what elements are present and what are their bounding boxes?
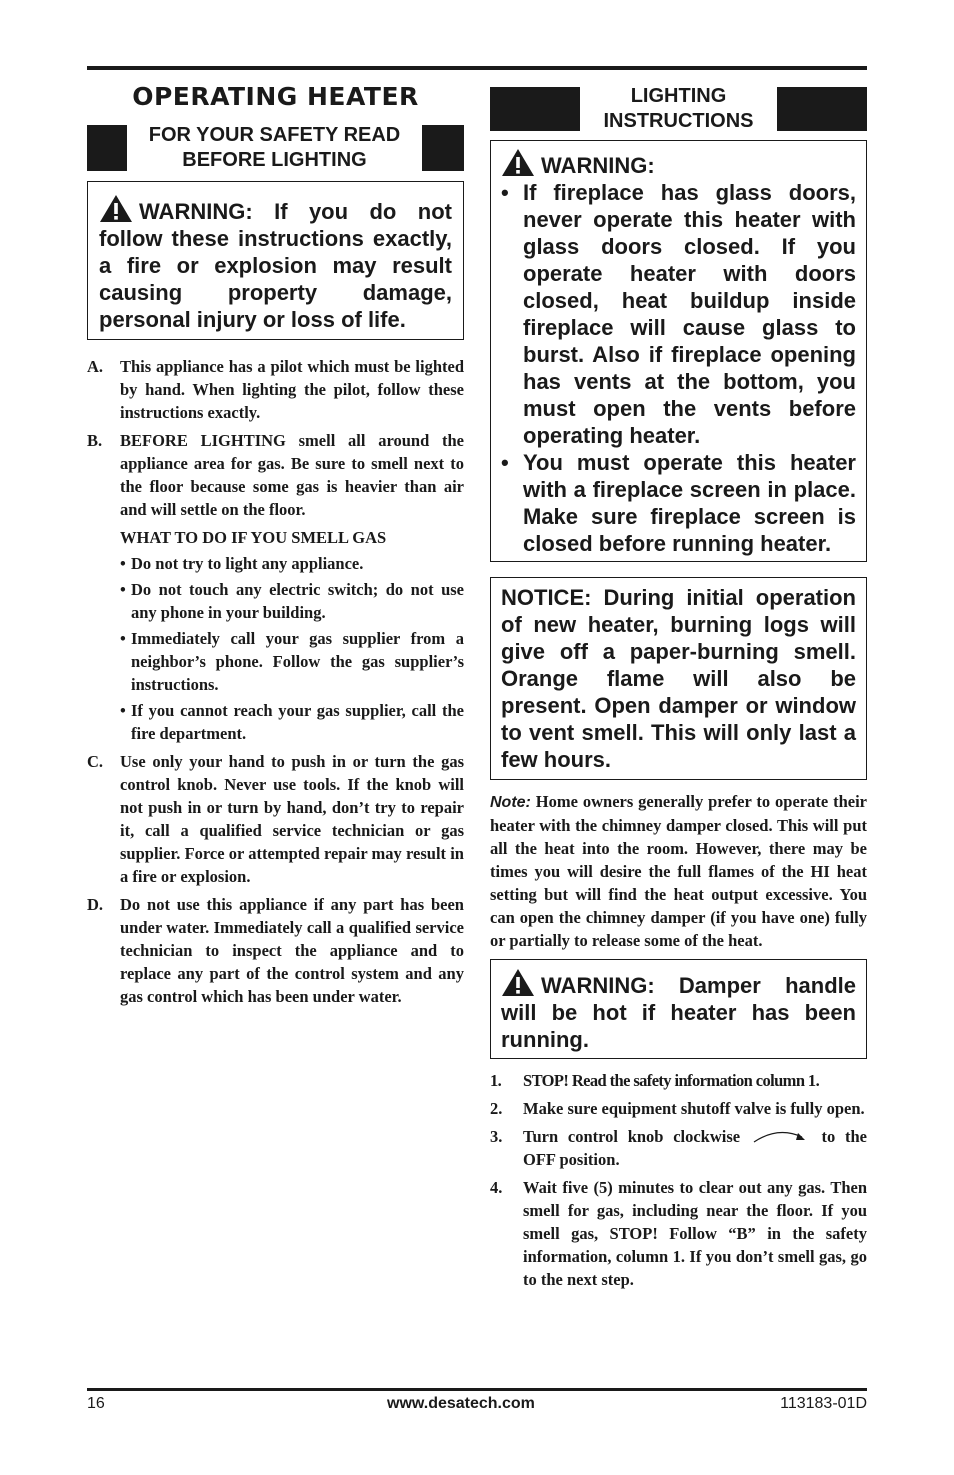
list-item: • If fireplace has glass doors, never operate this heater with glass doors closed. If you operate heater with doors closed, heat buildup inside fireplace will cause glass to burst. Also if fireplace opening has vents at the bottom, you must open the vents before operating heater.	[501, 180, 856, 448]
right-column	[490, 80, 867, 1291]
heading-bar-left	[490, 87, 580, 131]
list-item: 3. Turn control knob clockwise to the OFF position.	[490, 1127, 867, 1169]
list-item: 2. Make sure equipment shutoff valve is fully open.	[490, 1099, 865, 1118]
warning-box-glass-doors	[490, 140, 867, 562]
warning-triangle-icon	[99, 194, 133, 223]
heading-bar-left	[87, 125, 127, 171]
list-item: 1. STOP! Read the safety information column 1.	[490, 1071, 820, 1090]
safety-list	[87, 355, 464, 1008]
warning-box-fire	[87, 181, 464, 340]
safety-heading-line-2: BEFORE LIGHTING	[182, 149, 367, 171]
warning-text: : If you do not follow these instructions exactly, a fire or explosion may result causing property damage, personal injury or loss of life.	[99, 199, 452, 332]
notice-box: NOTICE: During initial operation of new heater, burning logs will give off a paper-burning smell. Orange flame will also be present. Open damper or window to vent smell. This will only last a few hours.	[490, 577, 867, 780]
bottom-rule	[87, 1388, 867, 1391]
list-item: D. Do not use this appliance if any part has been under water. Immediately call a qualified service technician to inspect the appliance and to replace any part of the control system and any gas control which has been under water.	[87, 895, 464, 1006]
warning-triangle-icon	[501, 968, 535, 997]
warning-label: WARNING:	[541, 153, 655, 178]
heading-bar-right	[777, 87, 867, 131]
list-item: • If you cannot reach your gas supplier, call the fire department.	[120, 701, 464, 743]
lighting-heading-line-2: INSTRUCTIONS	[603, 110, 754, 132]
website-link[interactable]: www.desatech.com	[387, 1395, 535, 1412]
note-label: Note:	[490, 794, 531, 811]
heading-bar-right	[422, 125, 464, 171]
list-item: 4. Wait five (5) minutes to clear out any gas. Then smell for gas, including near the floor. If you smell gas, STOP! Follow “B” in the safety information, column 1. If you don’t smell gas, go to the next step.	[490, 1178, 867, 1289]
section-title: OPERATING HEATER	[132, 82, 419, 111]
safety-heading	[87, 125, 464, 171]
document-number: 113183-01D	[780, 1395, 867, 1412]
left-column	[87, 80, 464, 1008]
warning-box-damper	[490, 959, 867, 1059]
warning-label: WARNING	[139, 199, 246, 224]
list-item: • Immediately call your gas supplier from a neighbor’s phone. Follow the gas supplier’s instructions.	[120, 629, 464, 694]
list-item: A. This appliance has a pilot which must be lighted by hand. When lighting the pilot, follow these instructions exactly.	[87, 357, 464, 422]
warning-triangle-icon	[501, 148, 535, 177]
smell-gas-heading: WHAT TO DO IF YOU SMELL GAS	[120, 528, 387, 547]
list-item: • Do not try to light any appliance.	[120, 554, 364, 573]
note-text: Home owners generally prefer to operate their heater with the chimney damper closed. This will put all the heat into the room. However, there may be times you will desire the full flames of the HI heat setting but will find the heat output excessive. You can open the chimney damper (if you have one) fully or partially to release some of the heat.	[490, 792, 867, 950]
list-item: B. BEFORE LIGHTING smell all around the appliance area for gas. Be sure to smell next to the floor because some gas is heavier than air and will settle on the floor.	[87, 431, 464, 519]
list-item: • You must operate this heater with a fireplace screen in place. Make sure fireplace screen is closed before running heater.	[501, 450, 856, 556]
lighting-heading-line-1: LIGHTING	[630, 85, 727, 107]
clockwise-arrow-icon	[752, 1128, 810, 1144]
steps-list	[490, 1069, 867, 1291]
warning-text: WARNING: Damper handle will be hot if heater has been running.	[501, 973, 856, 1052]
list-item: C. Use only your hand to push in or turn the gas control knob. Never use tools. If the knob will not push in or turn by hand, don’t try to repair it, call a qualified service technician or gas supplier. Force or attempted repair may result in a fire or explosion.	[87, 752, 464, 886]
list-item: • Do not touch any electric switch; do not use any phone in your building.	[120, 580, 464, 622]
top-rule	[87, 66, 867, 70]
note-paragraph	[490, 790, 867, 952]
page-number: 16	[87, 1395, 105, 1412]
safety-heading-line-1: FOR YOUR SAFETY READ	[148, 124, 401, 146]
lighting-heading	[490, 87, 867, 131]
